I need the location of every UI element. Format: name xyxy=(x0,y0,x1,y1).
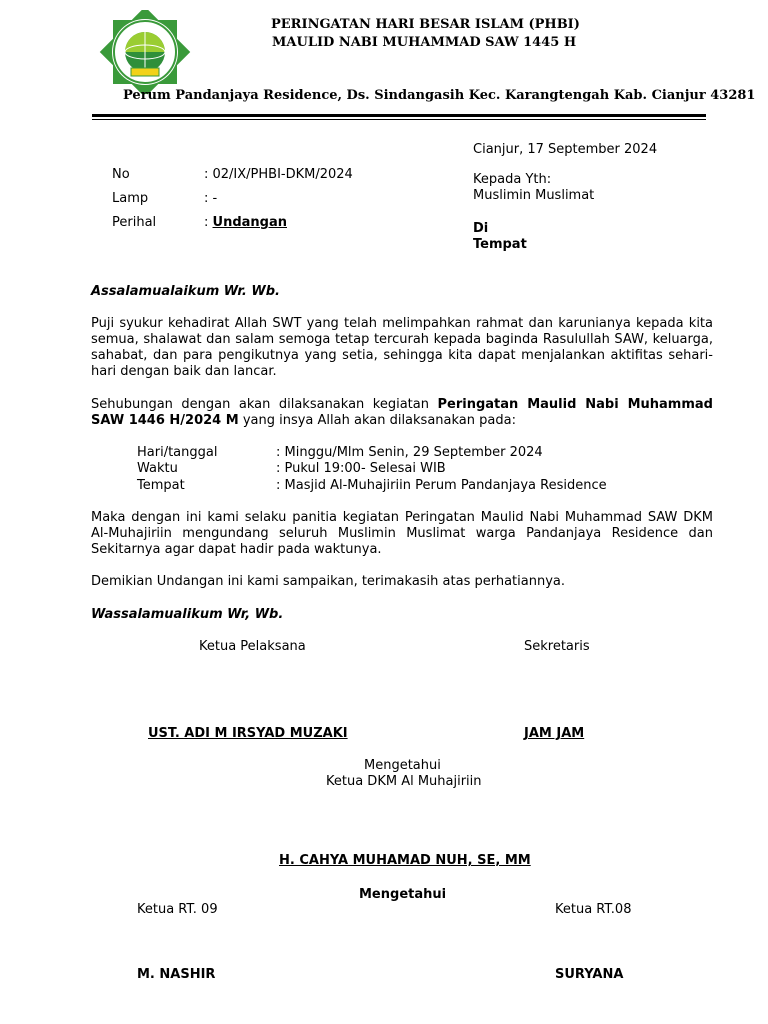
recipient-name: Muslimin Muslimat xyxy=(473,188,595,203)
schedule-value-1: : Pukul 19:00- Selesai WIB xyxy=(276,461,446,476)
greeting: Assalamualaikum Wr. Wb. xyxy=(91,284,280,299)
perihal-label: Perihal xyxy=(112,215,157,230)
ketua-rt09-name: M. NASHIR xyxy=(137,967,216,982)
paragraph-closing: Demikian Undangan ini kami sampaikan, terimakasih atas perhatiannya. xyxy=(91,574,565,589)
mengetahui-rt: Mengetahui xyxy=(359,887,447,902)
ketua-pelaksana-name: UST. ADI M IRSYAD MUZAKI xyxy=(148,726,348,741)
paragraph-event xyxy=(91,397,713,429)
ketua-dkm-title: Ketua DKM Al Muhajiriin xyxy=(326,774,482,789)
ketua-rt08-name: SURYANA xyxy=(555,967,624,982)
paragraph-event-pre: Sehubungan dengan akan dilaksanakan kegiatan xyxy=(91,397,438,412)
schedule-label-0: Hari/tanggal xyxy=(137,445,218,460)
schedule-label-2: Tempat xyxy=(137,478,185,493)
sekretaris-name: JAM JAM xyxy=(524,726,585,741)
no-label: No xyxy=(112,167,130,182)
ketua-rt09-title: Ketua RT. 09 xyxy=(137,902,218,917)
header-title-line1: PERINGATAN HARI BESAR ISLAM (PHBI) xyxy=(271,17,580,32)
ketua-rt08-title: Ketua RT.08 xyxy=(555,902,632,917)
ketua-dkm-name: H. CAHYA MUHAMAD NUH, SE, MM xyxy=(279,853,531,868)
sekretaris-title: Sekretaris xyxy=(524,639,590,654)
schedule-label-1: Waktu xyxy=(137,461,178,476)
masjid-al-muhajirin-logo-icon xyxy=(98,10,192,94)
header-address: Perum Pandanjaya Residence, Ds. Sindangasih Kec. Karangtengah Kab. Cianjur 43281 xyxy=(123,88,756,103)
letter-date: Cianjur, 17 September 2024 xyxy=(473,142,658,157)
paragraph-invitation: Maka dengan ini kami selaku panitia kegiatan Peringatan Maulid Nabi Muhammad SAW DKM Al-Muhajiriin mengundang seluruh Muslimin Muslimat warga Pandanjaya Residence dan Sekitarnya agar dapat hadir pada waktunya. xyxy=(91,510,713,557)
no-value: : 02/IX/PHBI-DKM/2024 xyxy=(204,167,353,182)
event-name: Peringatan Maulid Nabi Muhammad SAW 1446 H/2024 M xyxy=(91,397,713,428)
lamp-value: : - xyxy=(204,191,218,206)
lamp-label: Lamp xyxy=(112,191,149,206)
header-rule-thick xyxy=(92,114,706,117)
schedule-value-2: : Masjid Al-Muhajiriin Perum Pandanjaya Residence xyxy=(276,478,607,493)
mengetahui-dkm: Mengetahui xyxy=(364,758,441,773)
recipient-tempat: Tempat xyxy=(473,237,527,252)
perihal-colon: : xyxy=(204,215,213,230)
schedule-value-0: : Minggu/Mlm Senin, 29 September 2024 xyxy=(276,445,543,460)
closing-salutation: Wassalamualikum Wr, Wb. xyxy=(91,607,284,622)
perihal-value: Undangan xyxy=(212,215,287,230)
recipient-di: Di xyxy=(473,221,489,236)
ketua-pelaksana-title: Ketua Pelaksana xyxy=(199,639,306,654)
paragraph-event-post: yang insya Allah akan dilaksanakan pada: xyxy=(238,413,516,428)
perihal-row xyxy=(204,215,287,231)
paragraph-opening: Puji syukur kehadirat Allah SWT yang telah melimpahkan rahmat dan karunianya kepada kita semua, shalawat dan salam semoga tetap tercurah kepada baginda Rasulullah SAW, keluarga, sahabat, dan para pengikutnya yang setia, sehingga kita dapat menjalankan aktifitas sehari-hari dengan baik dan lancar. xyxy=(91,316,713,379)
header-title-line2: MAULID NABI MUHAMMAD SAW 1445 H xyxy=(272,35,577,50)
header-rule-thin xyxy=(92,119,706,120)
kepada-label: Kepada Yth: xyxy=(473,172,552,187)
